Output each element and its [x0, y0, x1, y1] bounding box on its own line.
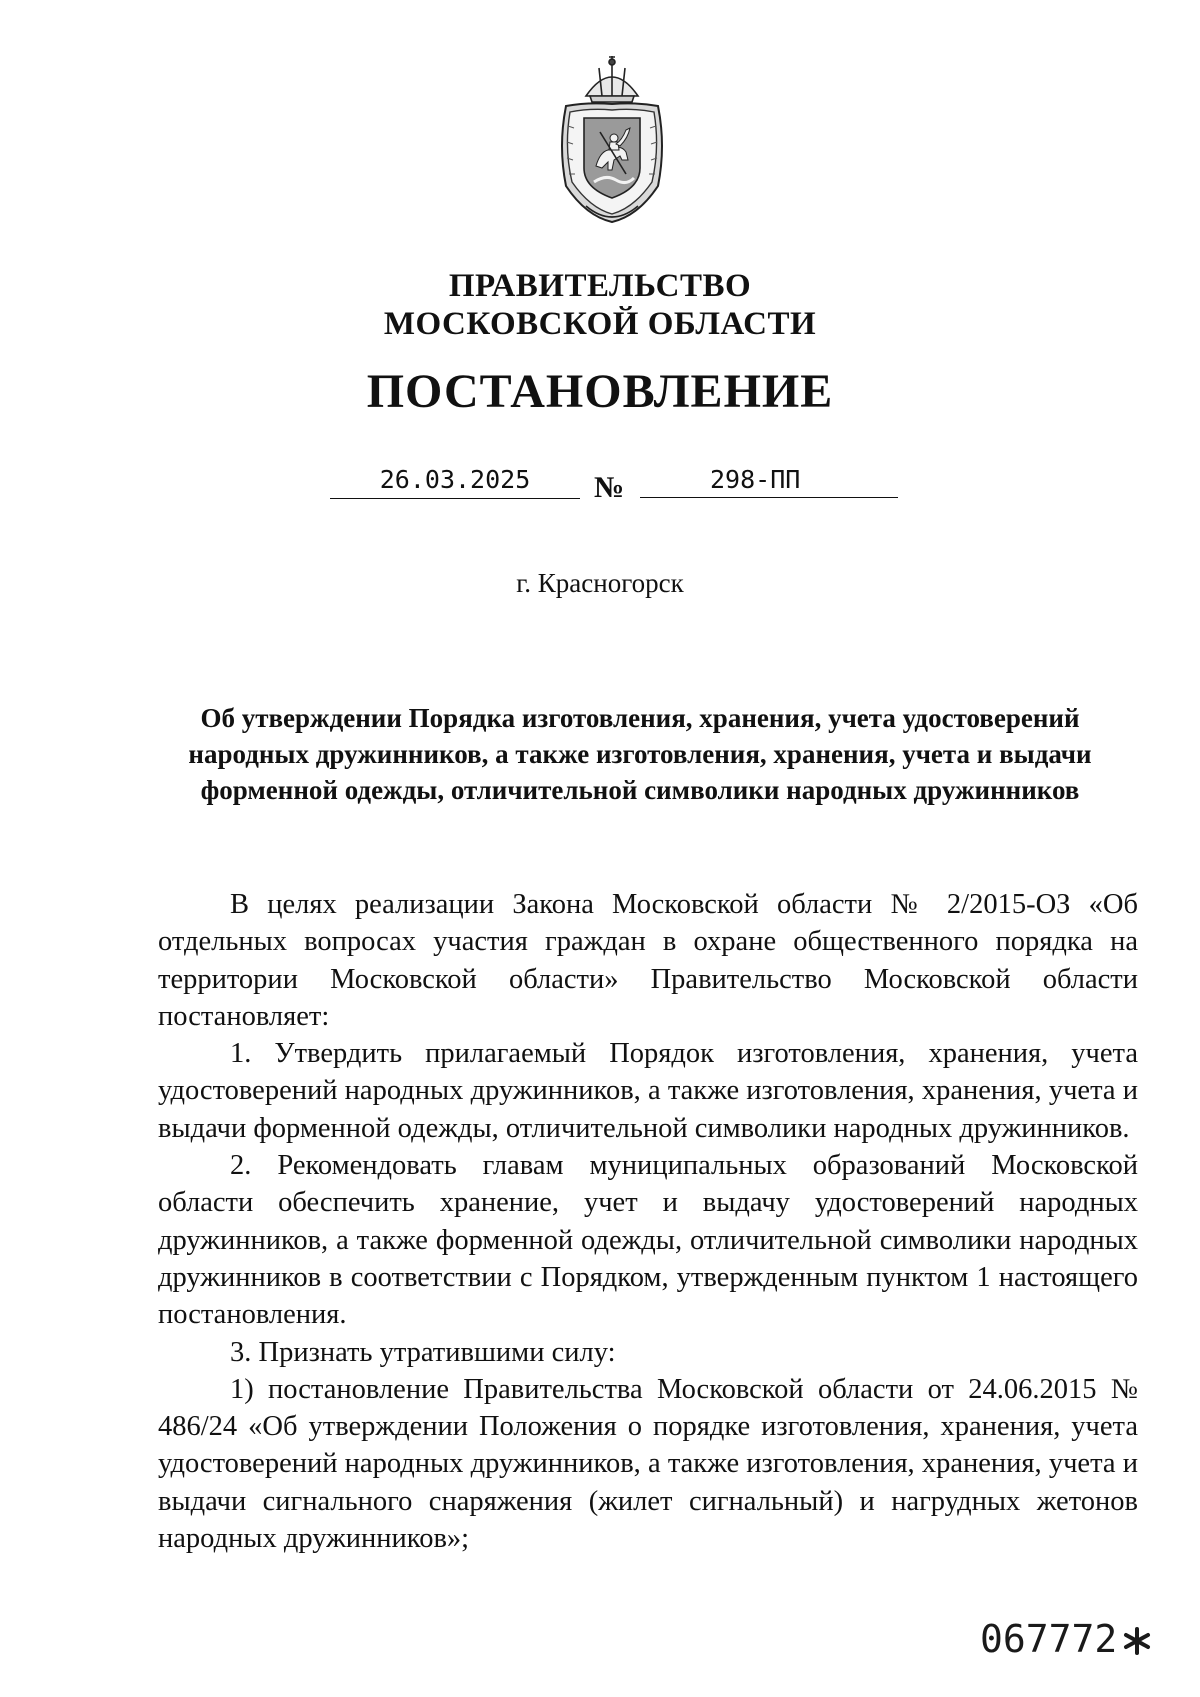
- document-subject: [150, 700, 1130, 808]
- subject-line: народных дружинников, а также изготовления, хранения, учета и выдачи: [188, 739, 1092, 769]
- subject-line: форменной одежды, отличительной символики народных дружинников: [200, 775, 1080, 805]
- document-type-title: ПОСТАНОВЛЕНИЕ: [366, 365, 834, 418]
- place-of-issue: г. Красногорск: [516, 568, 684, 598]
- document-number: 298-ПП: [640, 462, 898, 498]
- item-2-paragraph: 2. Рекомендовать главам муниципальных образований Московской области обеспечить хранение, учет и выдачу удостоверений народных дружинников, а также форменной одежды, отличительной символики народных дружинников в соответствии с Порядком, утвержденным пунктом 1 настоящего постановления.: [158, 1150, 1138, 1331]
- government-name-line1: ПРАВИТЕЛЬСТВО: [448, 268, 752, 304]
- item-1-paragraph: 1. Утвердить прилагаемый Порядок изготовления, хранения, учета удостоверений народных дружинников, а также изготовления, хранения, учета и выдачи форменной одежды, отличительной символики народных дружинников.: [158, 1038, 1138, 1144]
- form-serial-number: 067772: [980, 1617, 1118, 1661]
- preamble-paragraph: В целях реализации Закона Московской области № 2/2015-ОЗ «Об отдельных вопросах участия граждан в охране общественного порядка на территории Московской области» Правительство Московской области постановляет:: [158, 889, 1138, 1032]
- subject-line: Об утверждении Порядка изготовления, хранения, учета удостоверений: [200, 703, 1080, 733]
- coat-of-arms-emblem: [556, 56, 668, 226]
- item-3-1-paragraph: 1) постановление Правительства Московской области от 24.06.2015 № 486/24 «Об утверждении Положения о порядке изготовления, хранения, учета удостоверений народных дружинников, а также изготовления, хранения, учета и выдачи сигнального снаряжения (жилет сигнальный) и нагрудных жетонов народных дружинников»;: [158, 1373, 1138, 1555]
- number-sign: №: [594, 471, 625, 504]
- asterisk-icon: [1122, 1626, 1152, 1656]
- government-name-line2: МОСКОВСКОЙ ОБЛАСТИ: [383, 306, 817, 342]
- document-date: 26.03.2025: [330, 462, 580, 499]
- item-3-paragraph: 3. Признать утратившими силу:: [230, 1336, 616, 1368]
- document-body: [158, 886, 1138, 1557]
- registration-row: [330, 462, 900, 506]
